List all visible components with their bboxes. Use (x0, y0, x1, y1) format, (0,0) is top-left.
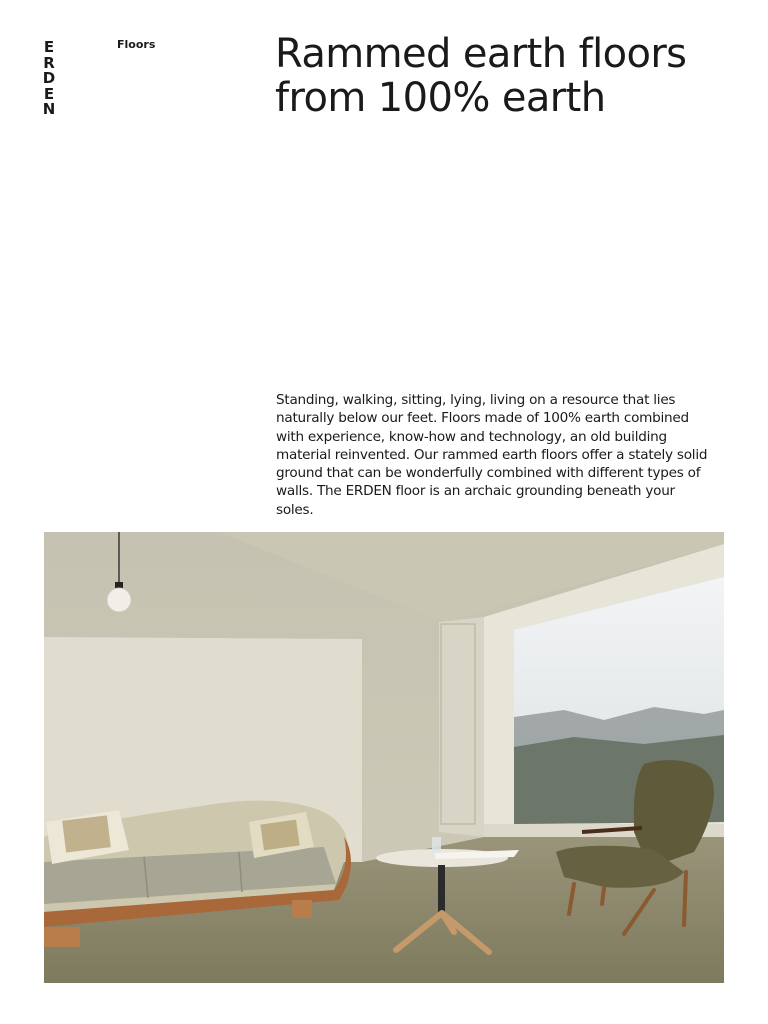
interior-photo (44, 532, 724, 983)
sofa-foot (44, 927, 80, 947)
wall-reveal (439, 617, 484, 837)
intro-paragraph: Standing, walking, sitting, lying, living on a resource that lies naturally below our feet. Floors made of 100% earth combined with experience, know-how and technology, an old building material reinvented. Our rammed earth floors offer a stately solid ground that can be wonderfully combined with different types of walls. The ERDEN floor is an archaic grounding beneath your soles. (276, 392, 708, 518)
sofa-foot (292, 900, 312, 918)
brand-letter: E (43, 38, 55, 56)
water-glass (432, 837, 441, 855)
interior-illustration (44, 532, 724, 983)
pillow-pattern (260, 820, 299, 851)
brand-letter: D (42, 69, 56, 87)
section-label: Floors (117, 38, 156, 51)
page-title (275, 32, 735, 120)
brand-logo-vertical[interactable] (40, 40, 58, 118)
lamp-bulb (107, 588, 131, 612)
brand-letter: E (43, 84, 55, 103)
brand-letter: N (42, 100, 56, 118)
pillow-pattern (62, 815, 111, 852)
brand-letter: R (43, 53, 55, 72)
title-line: from 100% earth (275, 75, 606, 121)
title-line: Rammed earth floors (275, 31, 687, 77)
table-stem (438, 865, 445, 913)
